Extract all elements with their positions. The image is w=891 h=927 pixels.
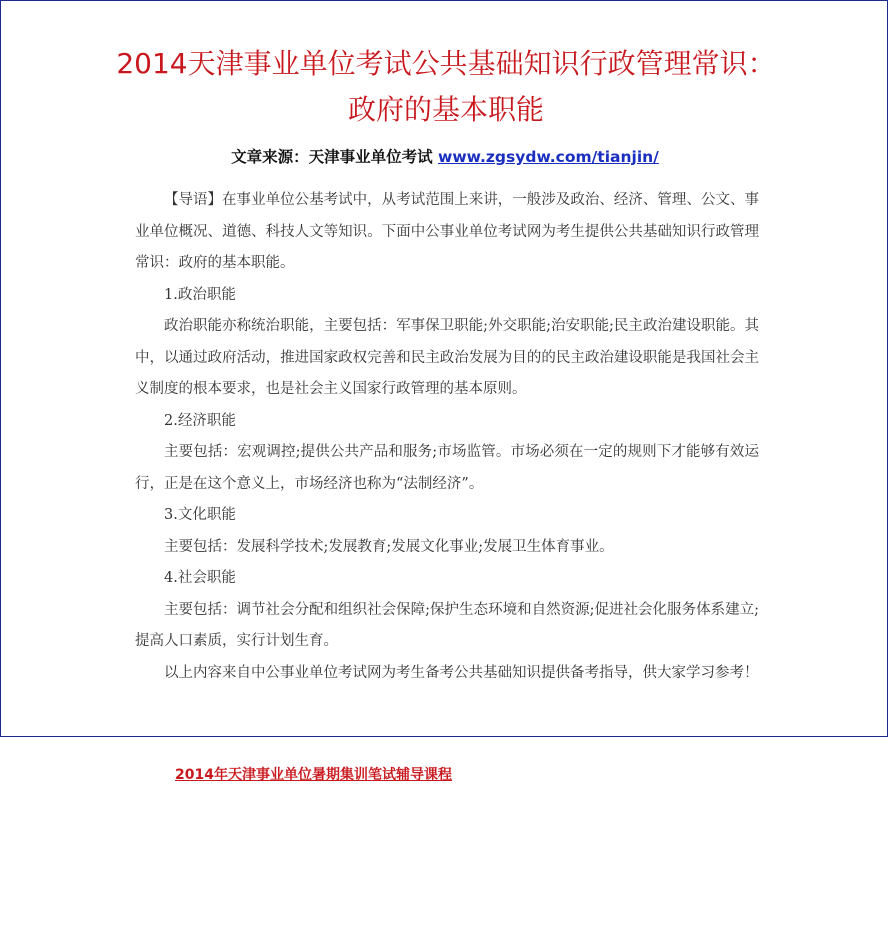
source-url-link[interactable]: www.zgsydw.com/tianjin/ — [438, 148, 659, 166]
article-title-line-2: 政府的基本职能 — [347, 93, 544, 126]
source-label: 文章来源：天津事业单位考试 — [231, 148, 439, 166]
social-paragraph: 主要包括：调节社会分配和组织社会保障;保护生态环境和自然资源;促进社会化服务体系建立;提高人口素质，实行计划生育。 — [135, 601, 759, 649]
article-title-line-1: 2014天津事业单位考试公共基础知识行政管理常识： — [116, 47, 776, 80]
political-paragraph: 政治职能亦称统治职能，主要包括：军事保卫职能;外交职能;治安职能;民主政治建设职能。其中，以通过政府活动，推进国家政权完善和民主政治发展为目的的民主政治建设职能是我国社会主义制度的根本要求，也是社会主义国家行政管理的基本原则。 — [135, 318, 759, 397]
economic-paragraph: 主要包括：宏观调控;提供公共产品和服务;市场监管。市场必须在一定的规则下才能够有效运行，正是在这个意义上，市场经济也称为“法制经济”。 — [135, 444, 759, 492]
section-heading-political: 1.政治职能 — [164, 286, 236, 303]
cultural-paragraph: 主要包括：发展科学技术;发展教育;发展文化事业;发展卫生体育事业。 — [164, 538, 614, 555]
article-body — [135, 185, 759, 689]
section-heading-cultural: 3.文化职能 — [164, 507, 236, 523]
course-promo-link[interactable]: 2014年天津事业单位暑期集训笔试辅导课程 — [175, 767, 452, 783]
article-source — [1, 145, 889, 167]
section-heading-economic: 2.经济职能 — [164, 412, 236, 429]
closing-paragraph: 以上内容来自中公事业单位考试网为考生备考公共基础知识提供备考指导，供大家学习参考！ — [164, 664, 759, 681]
intro-paragraph: 【导语】在事业单位公基考试中，从考试范围上来讲，一般涉及政治、经济、管理、公文、事业单位概况、道德、科技人文等知识。下面中公事业单位考试网为考生提供公共基础知识行政管理常识：政府的基本职能。 — [135, 192, 759, 271]
section-heading-social: 4.社会职能 — [164, 570, 236, 586]
